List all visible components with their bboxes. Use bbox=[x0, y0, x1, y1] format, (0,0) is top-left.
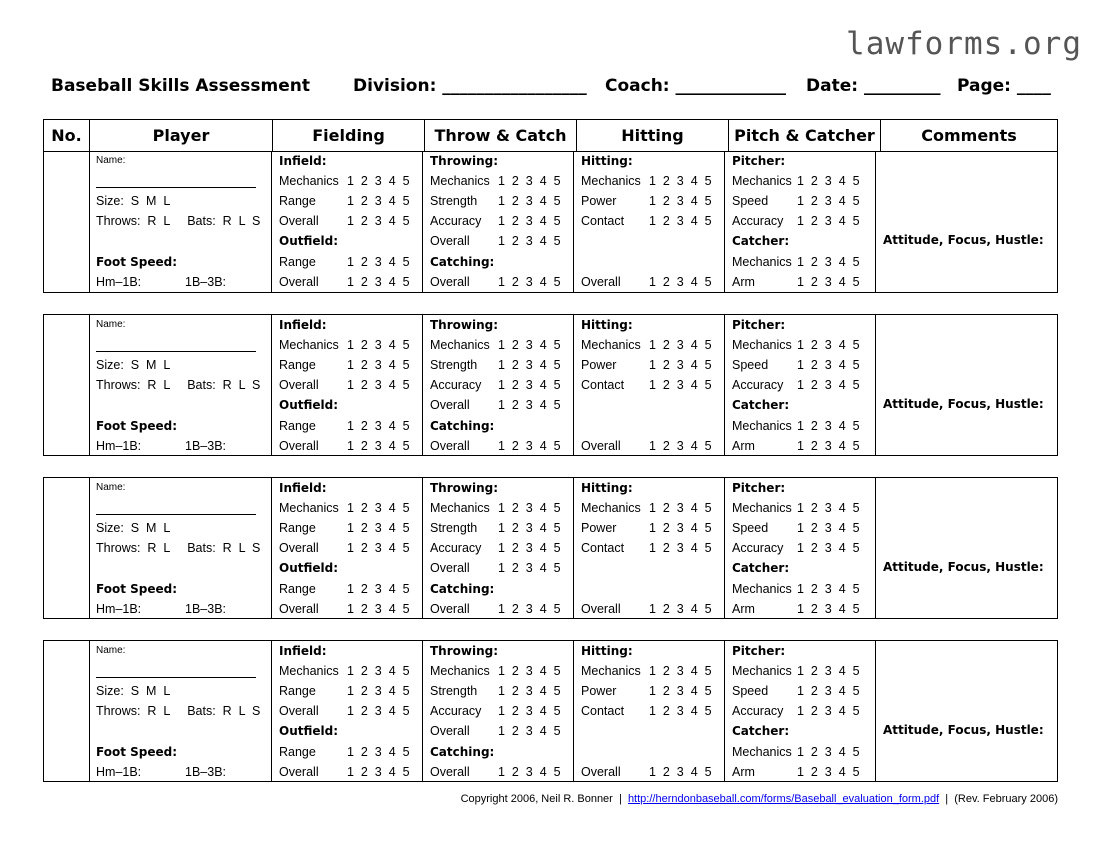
label: Strength bbox=[430, 684, 478, 698]
catcher-label: Catcher: bbox=[732, 724, 790, 738]
rating-scale[interactable]: 1 2 3 4 5 bbox=[649, 214, 712, 228]
rating-scale[interactable]: 1 2 3 4 5 bbox=[347, 214, 410, 228]
divider bbox=[875, 315, 876, 455]
label: Accuracy bbox=[732, 378, 784, 392]
label: Overall bbox=[279, 439, 319, 453]
copyright-text: Copyright 2006, Neil R. Bonner | bbox=[460, 793, 628, 805]
divider bbox=[271, 151, 272, 292]
rating-scale[interactable]: 1 2 3 4 5 bbox=[649, 275, 712, 289]
col-comments: Comments bbox=[881, 120, 1058, 152]
label: Arm bbox=[732, 602, 755, 616]
rating-scale[interactable]: 1 2 3 4 5 bbox=[498, 378, 561, 392]
hm-1b-label: Hm–1B: bbox=[96, 602, 142, 616]
rating-scale[interactable]: 1 2 3 4 5 bbox=[797, 684, 860, 698]
label: Mechanics bbox=[430, 174, 490, 188]
hitting-label: Hitting: bbox=[581, 318, 633, 332]
label: Contact bbox=[581, 378, 625, 392]
rating-scale[interactable]: 1 2 3 4 5 bbox=[797, 174, 860, 188]
label: Overall bbox=[279, 704, 319, 718]
infield-label: Infield: bbox=[279, 154, 327, 168]
divider bbox=[875, 151, 876, 292]
rating-scale[interactable]: 1 2 3 4 5 bbox=[498, 275, 561, 289]
label: Speed bbox=[732, 358, 769, 372]
rating-scale[interactable]: 1 2 3 4 5 bbox=[347, 541, 410, 555]
pitcher-label: Pitcher: bbox=[732, 318, 786, 332]
label: Speed bbox=[732, 194, 769, 208]
rating-scale[interactable]: 1 2 3 4 5 bbox=[649, 338, 712, 352]
rating-scale[interactable]: 1 2 3 4 5 bbox=[498, 338, 561, 352]
rating-scale[interactable]: 1 2 3 4 5 bbox=[797, 275, 860, 289]
label: Accuracy bbox=[430, 378, 482, 392]
label: Overall bbox=[430, 724, 470, 738]
catching-label: Catching: bbox=[430, 255, 495, 269]
label: Power bbox=[581, 194, 617, 208]
hitting-label: Hitting: bbox=[581, 154, 633, 168]
size-options[interactable]: Size: S M L bbox=[96, 194, 171, 208]
label: Mechanics bbox=[430, 501, 490, 515]
outfield-label: Outfield: bbox=[279, 398, 339, 412]
player-block bbox=[43, 151, 1058, 293]
label: Mechanics bbox=[279, 174, 339, 188]
rating-scale[interactable]: 1 2 3 4 5 bbox=[498, 439, 561, 453]
label: Contact bbox=[581, 541, 625, 555]
catching-label: Catching: bbox=[430, 419, 495, 433]
rating-scale[interactable]: 1 2 3 4 5 bbox=[797, 765, 860, 779]
col-pitch-catcher: Pitch & Catcher bbox=[729, 120, 881, 152]
rating-scale[interactable]: 1 2 3 4 5 bbox=[498, 398, 561, 412]
label: Strength bbox=[430, 194, 478, 208]
label: Speed bbox=[732, 521, 769, 535]
label: Mechanics bbox=[430, 338, 490, 352]
label: Power bbox=[581, 521, 617, 535]
col-no: No. bbox=[44, 120, 90, 152]
rating-scale[interactable]: 1 2 3 4 5 bbox=[498, 724, 561, 738]
foot-speed-label: Foot Speed: bbox=[96, 745, 178, 759]
rating-scale[interactable]: 1 2 3 4 5 bbox=[498, 521, 561, 535]
label: Accuracy bbox=[732, 214, 784, 228]
label: Mechanics bbox=[581, 174, 641, 188]
rating-scale[interactable]: 1 2 3 4 5 bbox=[797, 745, 860, 759]
name-line[interactable] bbox=[96, 187, 256, 188]
infield-label: Infield: bbox=[279, 318, 327, 332]
divider bbox=[89, 641, 90, 781]
label: Range bbox=[279, 745, 316, 759]
rating-scale[interactable]: 1 2 3 4 5 bbox=[797, 255, 860, 269]
page-field: Page: ____ bbox=[957, 76, 1051, 96]
name-label: Name: bbox=[96, 155, 126, 166]
form-link[interactable]: http://herndonbaseball.com/forms/Baseball_evaluation_form.pdf bbox=[627, 793, 940, 805]
rating-scale[interactable]: 1 2 3 4 5 bbox=[347, 602, 410, 616]
rating-scale[interactable]: 1 2 3 4 5 bbox=[649, 704, 712, 718]
rating-scale[interactable]: 1 2 3 4 5 bbox=[797, 194, 860, 208]
label: Mechanics bbox=[732, 664, 792, 678]
label: Mechanics bbox=[732, 745, 792, 759]
pitcher-label: Pitcher: bbox=[732, 644, 786, 658]
label: Overall bbox=[581, 765, 621, 779]
label: Overall bbox=[430, 561, 470, 575]
label: Overall bbox=[279, 275, 319, 289]
label: Mechanics bbox=[732, 174, 792, 188]
rating-scale[interactable]: 1 2 3 4 5 bbox=[797, 664, 860, 678]
label: Mechanics bbox=[581, 664, 641, 678]
infield-label: Infield: bbox=[279, 481, 327, 495]
1b-3b-label: 1B–3B: bbox=[185, 275, 227, 289]
rating-scale[interactable]: 1 2 3 4 5 bbox=[498, 214, 561, 228]
divider bbox=[422, 315, 423, 455]
revision-text: | (Rev. February 2006) bbox=[939, 793, 1058, 805]
label: Accuracy bbox=[732, 541, 784, 555]
label: Mechanics bbox=[279, 664, 339, 678]
divider bbox=[573, 478, 574, 618]
divider bbox=[724, 151, 725, 292]
comments-label: Attitude, Focus, Hustle: bbox=[883, 560, 1044, 574]
rating-scale[interactable]: 1 2 3 4 5 bbox=[498, 234, 561, 248]
throws-bats-options[interactable]: Throws: R L Bats: R L S bbox=[96, 541, 261, 555]
name-line[interactable] bbox=[96, 514, 256, 515]
throwing-label: Throwing: bbox=[430, 644, 499, 658]
divider bbox=[271, 478, 272, 618]
label: Contact bbox=[581, 214, 625, 228]
foot-speed-label: Foot Speed: bbox=[96, 255, 178, 269]
footer bbox=[461, 793, 1058, 805]
rating-scale[interactable]: 1 2 3 4 5 bbox=[347, 378, 410, 392]
player-block bbox=[43, 477, 1058, 619]
rating-scale[interactable]: 1 2 3 4 5 bbox=[649, 664, 712, 678]
label: Overall bbox=[430, 602, 470, 616]
rating-scale[interactable]: 1 2 3 4 5 bbox=[498, 664, 561, 678]
divider bbox=[724, 641, 725, 781]
label: Overall bbox=[581, 275, 621, 289]
rating-scale[interactable]: 1 2 3 4 5 bbox=[347, 684, 410, 698]
outfield-label: Outfield: bbox=[279, 234, 339, 248]
player-block bbox=[43, 314, 1058, 456]
name-line[interactable] bbox=[96, 677, 256, 678]
label: Mechanics bbox=[732, 255, 792, 269]
label: Arm bbox=[732, 275, 755, 289]
divider bbox=[573, 641, 574, 781]
label: Overall bbox=[279, 602, 319, 616]
name-label: Name: bbox=[96, 645, 126, 656]
label: Overall bbox=[430, 234, 470, 248]
1b-3b-label: 1B–3B: bbox=[185, 602, 227, 616]
label: Mechanics bbox=[581, 501, 641, 515]
catching-label: Catching: bbox=[430, 582, 495, 596]
catcher-label: Catcher: bbox=[732, 561, 790, 575]
col-throw-catch: Throw & Catch bbox=[425, 120, 577, 152]
size-options[interactable]: Size: S M L bbox=[96, 684, 171, 698]
rating-scale[interactable]: 1 2 3 4 5 bbox=[498, 765, 561, 779]
throwing-label: Throwing: bbox=[430, 154, 499, 168]
infield-label: Infield: bbox=[279, 644, 327, 658]
label: Overall bbox=[279, 541, 319, 555]
divider bbox=[573, 151, 574, 292]
label: Mechanics bbox=[732, 582, 792, 596]
label: Contact bbox=[581, 704, 625, 718]
col-fielding: Fielding bbox=[273, 120, 425, 152]
divider bbox=[724, 315, 725, 455]
label: Mechanics bbox=[732, 501, 792, 515]
label: Arm bbox=[732, 439, 755, 453]
label: Mechanics bbox=[279, 501, 339, 515]
name-label: Name: bbox=[96, 482, 126, 493]
label: Accuracy bbox=[732, 704, 784, 718]
rating-scale[interactable]: 1 2 3 4 5 bbox=[797, 214, 860, 228]
rating-scale[interactable]: 1 2 3 4 5 bbox=[498, 602, 561, 616]
label: Mechanics bbox=[279, 338, 339, 352]
label: Range bbox=[279, 358, 316, 372]
1b-3b-label: 1B–3B: bbox=[185, 439, 227, 453]
hm-1b-label: Hm–1B: bbox=[96, 275, 142, 289]
label: Accuracy bbox=[430, 214, 482, 228]
throws-bats-options[interactable]: Throws: R L Bats: R L S bbox=[96, 378, 261, 392]
rating-scale[interactable]: 1 2 3 4 5 bbox=[347, 704, 410, 718]
label: Range bbox=[279, 582, 316, 596]
divider bbox=[271, 315, 272, 455]
rating-scale[interactable]: 1 2 3 4 5 bbox=[797, 602, 860, 616]
rating-scale[interactable]: 1 2 3 4 5 bbox=[797, 419, 860, 433]
catching-label: Catching: bbox=[430, 745, 495, 759]
rating-scale[interactable]: 1 2 3 4 5 bbox=[498, 541, 561, 555]
rating-scale[interactable]: 1 2 3 4 5 bbox=[649, 684, 712, 698]
rating-scale[interactable]: 1 2 3 4 5 bbox=[347, 358, 410, 372]
rating-scale[interactable]: 1 2 3 4 5 bbox=[498, 194, 561, 208]
foot-speed-label: Foot Speed: bbox=[96, 419, 178, 433]
rating-scale[interactable]: 1 2 3 4 5 bbox=[649, 602, 712, 616]
hitting-label: Hitting: bbox=[581, 481, 633, 495]
rating-scale[interactable]: 1 2 3 4 5 bbox=[347, 439, 410, 453]
rating-scale[interactable]: 1 2 3 4 5 bbox=[649, 541, 712, 555]
1b-3b-label: 1B–3B: bbox=[185, 765, 227, 779]
rating-scale[interactable]: 1 2 3 4 5 bbox=[347, 419, 410, 433]
name-label: Name: bbox=[96, 319, 126, 330]
label: Accuracy bbox=[430, 541, 482, 555]
label: Speed bbox=[732, 684, 769, 698]
label: Power bbox=[581, 684, 617, 698]
catcher-label: Catcher: bbox=[732, 398, 790, 412]
label: Accuracy bbox=[430, 704, 482, 718]
divider bbox=[422, 151, 423, 292]
rating-scale[interactable]: 1 2 3 4 5 bbox=[797, 704, 860, 718]
label: Overall bbox=[430, 398, 470, 412]
label: Range bbox=[279, 419, 316, 433]
col-hitting: Hitting bbox=[577, 120, 729, 152]
size-options[interactable]: Size: S M L bbox=[96, 521, 171, 535]
rating-scale[interactable]: 1 2 3 4 5 bbox=[649, 174, 712, 188]
throwing-label: Throwing: bbox=[430, 481, 499, 495]
player-block bbox=[43, 640, 1058, 782]
rating-scale[interactable]: 1 2 3 4 5 bbox=[498, 501, 561, 515]
divider bbox=[875, 478, 876, 618]
comments-label: Attitude, Focus, Hustle: bbox=[883, 233, 1044, 247]
label: Arm bbox=[732, 765, 755, 779]
divider bbox=[89, 478, 90, 618]
rating-scale[interactable]: 1 2 3 4 5 bbox=[797, 501, 860, 515]
divider bbox=[573, 315, 574, 455]
rating-scale[interactable]: 1 2 3 4 5 bbox=[498, 561, 561, 575]
size-options[interactable]: Size: S M L bbox=[96, 358, 171, 372]
rating-scale[interactable]: 1 2 3 4 5 bbox=[649, 358, 712, 372]
column-headers bbox=[43, 119, 1058, 152]
outfield-label: Outfield: bbox=[279, 561, 339, 575]
label: Range bbox=[279, 194, 316, 208]
rating-scale[interactable]: 1 2 3 4 5 bbox=[649, 378, 712, 392]
rating-scale[interactable]: 1 2 3 4 5 bbox=[347, 521, 410, 535]
label: Range bbox=[279, 521, 316, 535]
date-field: Date: _________ bbox=[806, 76, 941, 96]
throws-bats-options[interactable]: Throws: R L Bats: R L S bbox=[96, 214, 261, 228]
foot-speed-label: Foot Speed: bbox=[96, 582, 178, 596]
label: Overall bbox=[279, 214, 319, 228]
rating-scale[interactable]: 1 2 3 4 5 bbox=[347, 745, 410, 759]
rating-scale[interactable]: 1 2 3 4 5 bbox=[649, 521, 712, 535]
label: Overall bbox=[430, 275, 470, 289]
rating-scale[interactable]: 1 2 3 4 5 bbox=[498, 704, 561, 718]
division-field: Division: _________________ bbox=[353, 76, 587, 96]
rating-scale[interactable]: 1 2 3 4 5 bbox=[347, 275, 410, 289]
rating-scale[interactable]: 1 2 3 4 5 bbox=[498, 358, 561, 372]
name-line[interactable] bbox=[96, 351, 256, 352]
rating-scale[interactable]: 1 2 3 4 5 bbox=[347, 255, 410, 269]
rating-scale[interactable]: 1 2 3 4 5 bbox=[498, 684, 561, 698]
rating-scale[interactable]: 1 2 3 4 5 bbox=[347, 174, 410, 188]
divider bbox=[89, 151, 90, 292]
throws-bats-options[interactable]: Throws: R L Bats: R L S bbox=[96, 704, 261, 718]
lawforms-logo: lawforms.org bbox=[846, 26, 1082, 62]
col-player: Player bbox=[90, 120, 273, 152]
pitcher-label: Pitcher: bbox=[732, 154, 786, 168]
rating-scale[interactable]: 1 2 3 4 5 bbox=[797, 338, 860, 352]
divider bbox=[875, 641, 876, 781]
form-title: Baseball Skills Assessment bbox=[51, 76, 310, 96]
divider bbox=[422, 641, 423, 781]
throwing-label: Throwing: bbox=[430, 318, 499, 332]
divider bbox=[89, 315, 90, 455]
label: Mechanics bbox=[732, 338, 792, 352]
rating-scale[interactable]: 1 2 3 4 5 bbox=[347, 501, 410, 515]
rating-scale[interactable]: 1 2 3 4 5 bbox=[498, 174, 561, 188]
comments-label: Attitude, Focus, Hustle: bbox=[883, 723, 1044, 737]
rating-scale[interactable]: 1 2 3 4 5 bbox=[797, 439, 860, 453]
label: Strength bbox=[430, 358, 478, 372]
rating-scale[interactable]: 1 2 3 4 5 bbox=[797, 521, 860, 535]
label: Range bbox=[279, 255, 316, 269]
rating-scale[interactable]: 1 2 3 4 5 bbox=[347, 194, 410, 208]
divider bbox=[724, 478, 725, 618]
label: Overall bbox=[279, 378, 319, 392]
label: Overall bbox=[279, 765, 319, 779]
label: Mechanics bbox=[581, 338, 641, 352]
rating-scale[interactable]: 1 2 3 4 5 bbox=[797, 582, 860, 596]
divider bbox=[271, 641, 272, 781]
label: Mechanics bbox=[732, 419, 792, 433]
label: Overall bbox=[581, 602, 621, 616]
rating-scale[interactable]: 1 2 3 4 5 bbox=[347, 765, 410, 779]
pitcher-label: Pitcher: bbox=[732, 481, 786, 495]
rating-scale[interactable]: 1 2 3 4 5 bbox=[649, 765, 712, 779]
outfield-label: Outfield: bbox=[279, 724, 339, 738]
divider bbox=[422, 478, 423, 618]
label: Overall bbox=[430, 765, 470, 779]
label: Overall bbox=[430, 439, 470, 453]
label: Strength bbox=[430, 521, 478, 535]
label: Overall bbox=[581, 439, 621, 453]
rating-scale[interactable]: 1 2 3 4 5 bbox=[797, 358, 860, 372]
hm-1b-label: Hm–1B: bbox=[96, 439, 142, 453]
label: Power bbox=[581, 358, 617, 372]
coach-field: Coach: _____________ bbox=[605, 76, 787, 96]
comments-label: Attitude, Focus, Hustle: bbox=[883, 397, 1044, 411]
label: Mechanics bbox=[430, 664, 490, 678]
rating-scale[interactable]: 1 2 3 4 5 bbox=[649, 501, 712, 515]
rating-scale[interactable]: 1 2 3 4 5 bbox=[797, 378, 860, 392]
hm-1b-label: Hm–1B: bbox=[96, 765, 142, 779]
rating-scale[interactable]: 1 2 3 4 5 bbox=[797, 541, 860, 555]
hitting-label: Hitting: bbox=[581, 644, 633, 658]
rating-scale[interactable]: 1 2 3 4 5 bbox=[347, 338, 410, 352]
rating-scale[interactable]: 1 2 3 4 5 bbox=[649, 439, 712, 453]
rating-scale[interactable]: 1 2 3 4 5 bbox=[347, 582, 410, 596]
catcher-label: Catcher: bbox=[732, 234, 790, 248]
rating-scale[interactable]: 1 2 3 4 5 bbox=[649, 194, 712, 208]
rating-scale[interactable]: 1 2 3 4 5 bbox=[347, 664, 410, 678]
label: Range bbox=[279, 684, 316, 698]
